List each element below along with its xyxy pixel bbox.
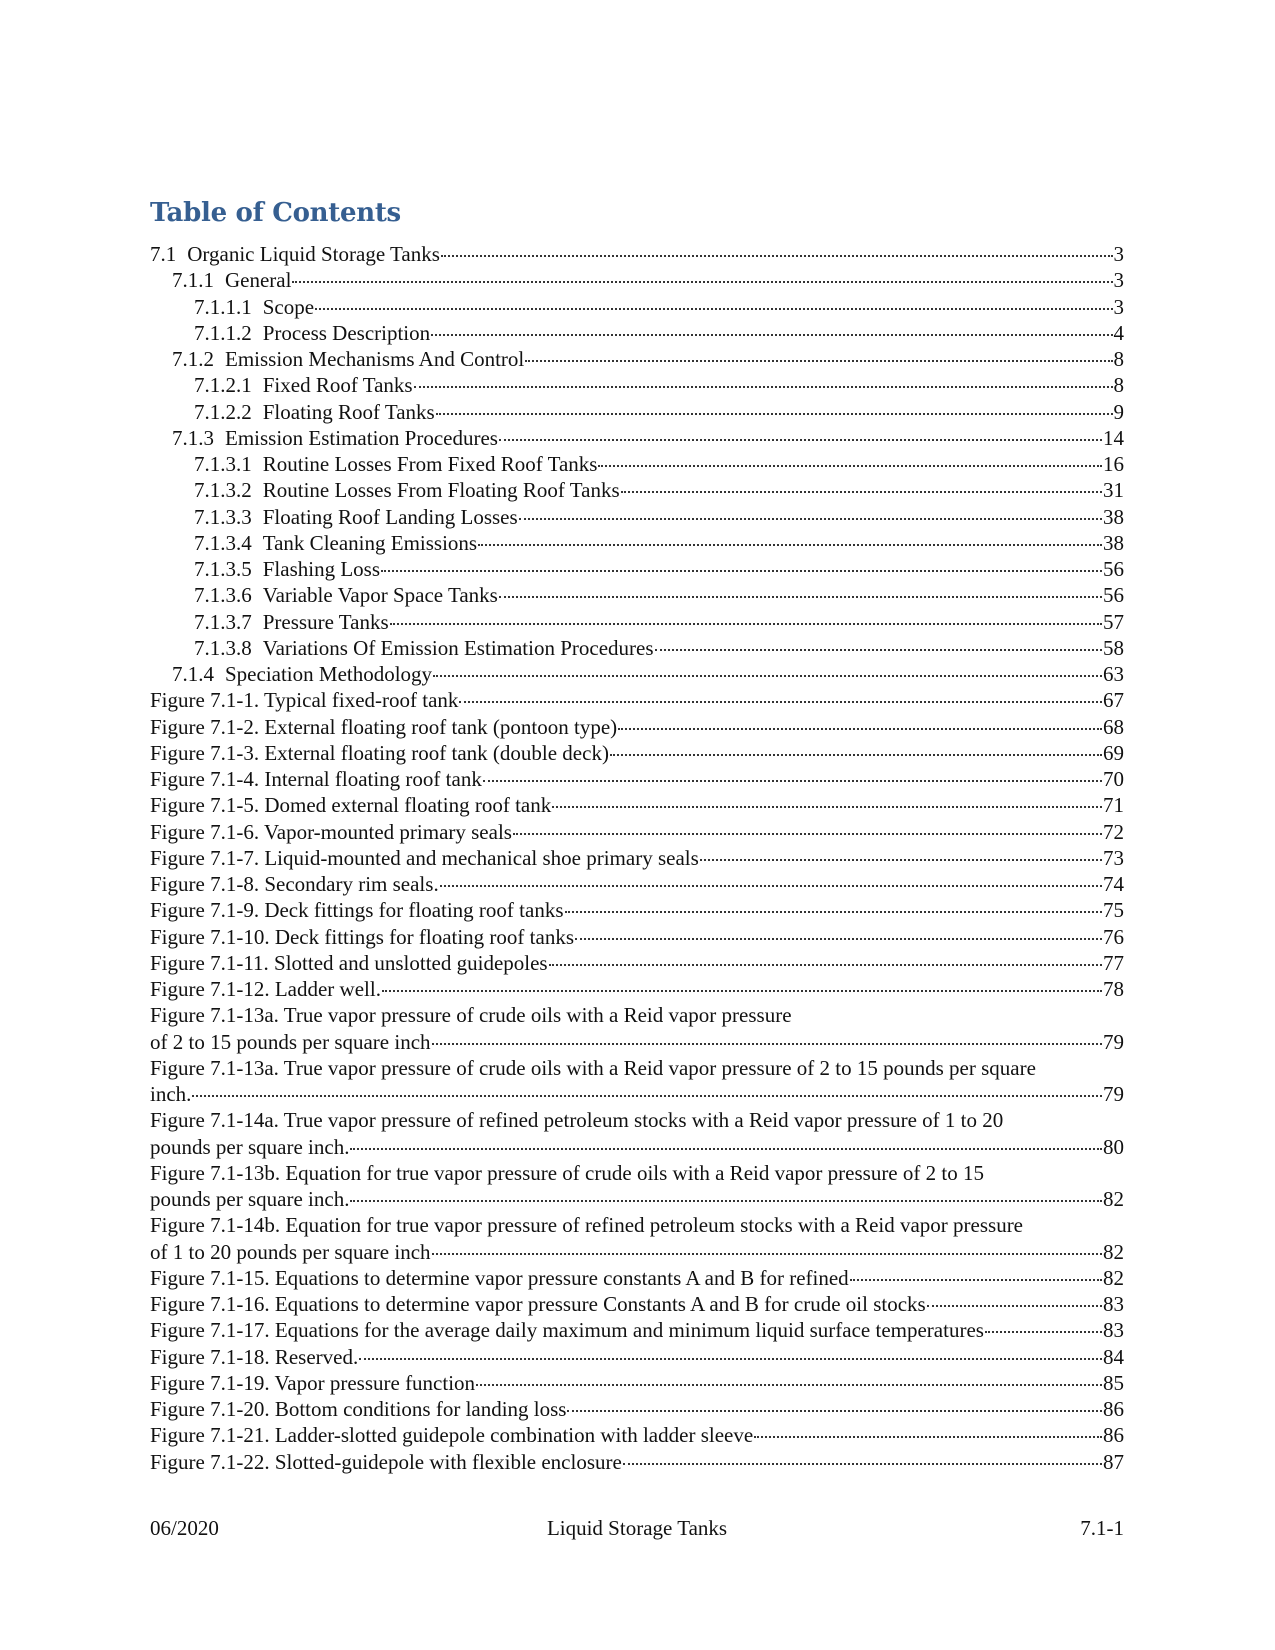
toc-entry[interactable] bbox=[150, 372, 1124, 398]
figure-entry-label: Figure 7.1-19. Vapor pressure function bbox=[150, 1370, 476, 1395]
toc-entry[interactable] bbox=[150, 451, 1124, 477]
figure-entry[interactable] bbox=[150, 1422, 1124, 1448]
figure-entry-label: pounds per square inch. bbox=[150, 1134, 350, 1159]
toc-entry-number: 7.1.3 bbox=[172, 425, 214, 450]
figure-entry[interactable] bbox=[150, 976, 1124, 1002]
figure-entry-line bbox=[150, 1344, 1124, 1370]
toc-entry-label: Pressure Tanks bbox=[262, 609, 389, 634]
figure-entry-label: Figure 7.1-18. Reserved. bbox=[150, 1344, 359, 1369]
figure-entry-label: Figure 7.1-7. Liquid-mounted and mechanical shoe primary seals bbox=[150, 845, 699, 870]
figure-entry-label: Figure 7.1-13b. Equation for true vapor pressure of crude oils with a Reid vapor pressure of 2 to 15 bbox=[150, 1160, 984, 1185]
toc-entry-number: 7.1.3.4 bbox=[194, 530, 252, 555]
toc-entry-number: 7.1.2 bbox=[172, 347, 214, 371]
figure-entry-line bbox=[150, 1081, 1124, 1107]
figure-entry-label: Figure 7.1-13a. True vapor pressure of crude oils with a Reid vapor pressure of 2 to 15 pounds per square bbox=[150, 1055, 1036, 1080]
figure-entry[interactable] bbox=[150, 687, 1124, 713]
figure-entry-label: Figure 7.1-14b. Equation for true vapor pressure of refined petroleum stocks with a Reid vapor pressure bbox=[150, 1213, 1024, 1238]
toc-entry[interactable] bbox=[150, 399, 1124, 425]
figure-entry-line bbox=[150, 766, 1124, 792]
dot-leader bbox=[292, 281, 1112, 283]
toc-entry-number: 7.1.3.6 bbox=[194, 583, 252, 608]
figure-entry-line bbox=[150, 1317, 1124, 1343]
footer-date: 06/2020 bbox=[150, 1516, 219, 1540]
toc-entry[interactable] bbox=[150, 661, 1124, 687]
figure-entry-line bbox=[150, 740, 1124, 766]
dot-leader bbox=[436, 413, 1113, 415]
toc-entry-label: Variations Of Emission Estimation Procedures bbox=[262, 635, 654, 660]
dot-leader bbox=[549, 964, 1102, 966]
figure-entry-label: Figure 7.1-13a. True vapor pressure of crude oils with a Reid vapor pressure bbox=[150, 1003, 792, 1028]
figure-entry-label: Figure 7.1-2. External floating roof tank (pontoon type) bbox=[150, 714, 618, 739]
figure-entry[interactable] bbox=[150, 792, 1124, 818]
dot-leader bbox=[850, 1279, 1102, 1281]
figure-entry[interactable] bbox=[150, 1002, 1124, 1055]
figure-entry-line bbox=[150, 976, 1124, 1002]
toc-entry-page: 3 bbox=[1113, 268, 1124, 293]
figure-entry[interactable] bbox=[150, 1160, 1124, 1213]
figure-entry-line bbox=[150, 792, 1124, 818]
toc-entry-page: 8 bbox=[1113, 373, 1124, 398]
dot-leader bbox=[519, 518, 1102, 520]
toc-entry-page: 14 bbox=[1103, 425, 1124, 450]
toc-entry-number: 7.1 bbox=[150, 242, 177, 266]
toc-entry[interactable] bbox=[150, 556, 1124, 582]
toc-entry-number: 7.1.4 bbox=[172, 662, 214, 686]
figure-entry-page: 85 bbox=[1103, 1370, 1124, 1395]
figure-entry-line bbox=[150, 819, 1124, 845]
figure-entry[interactable] bbox=[150, 714, 1124, 740]
figure-entry-page: 82 bbox=[1103, 1265, 1124, 1290]
figure-entry[interactable] bbox=[150, 1370, 1124, 1396]
dot-leader bbox=[621, 491, 1102, 493]
figure-entry-label: Figure 7.1-17. Equations for the average daily maximum and minimum liquid surface temperatures bbox=[150, 1318, 984, 1343]
toc-entry-number: 7.1.3.2 bbox=[194, 478, 252, 503]
toc-entry[interactable] bbox=[150, 609, 1124, 635]
figure-entry-label: Figure 7.1-14a. True vapor pressure of refined petroleum stocks with a Reid vapor pressure of 1 to 20 bbox=[150, 1108, 1004, 1133]
toc-entry-number: 7.1.3.7 bbox=[194, 609, 252, 634]
figure-entry[interactable] bbox=[150, 819, 1124, 845]
figure-entry-page: 69 bbox=[1103, 740, 1124, 765]
dot-leader bbox=[459, 701, 1102, 703]
figure-entry-page: 74 bbox=[1103, 872, 1124, 896]
dot-leader bbox=[499, 596, 1102, 598]
toc-entry-label: Routine Losses From Fixed Roof Tanks bbox=[262, 452, 598, 476]
figure-entry-page: 82 bbox=[1103, 1187, 1124, 1211]
figure-entry-label: of 2 to 15 pounds per square inch bbox=[150, 1029, 431, 1054]
figure-entry-line bbox=[150, 1422, 1124, 1448]
figure-entry-label: Figure 7.1-11. Slotted and unslotted guidepoles bbox=[150, 950, 548, 975]
figure-entry-label: Figure 7.1-8. Secondary rim seals. bbox=[150, 872, 439, 896]
figure-entry-page: 67 bbox=[1103, 688, 1124, 713]
figure-entry-label: Figure 7.1-5. Domed external floating roof tank bbox=[150, 793, 552, 818]
figure-entry[interactable] bbox=[150, 897, 1124, 923]
dot-leader bbox=[478, 544, 1102, 546]
figure-entry-page: 84 bbox=[1103, 1344, 1124, 1369]
toc-entry[interactable] bbox=[150, 425, 1124, 451]
toc-entry-number: 7.1.2.2 bbox=[194, 399, 252, 424]
dot-leader bbox=[623, 1463, 1102, 1465]
toc-entry-label: Process Description bbox=[262, 320, 431, 345]
dot-leader bbox=[432, 1253, 1102, 1255]
toc-entry-label: Speciation Methodology bbox=[225, 662, 433, 686]
toc-entry[interactable] bbox=[150, 635, 1124, 661]
dot-leader bbox=[431, 334, 1112, 336]
figure-entry-page: 76 bbox=[1103, 924, 1124, 949]
figure-entry-line bbox=[150, 1186, 1124, 1212]
dot-leader bbox=[432, 1043, 1102, 1045]
figure-entry[interactable] bbox=[150, 1449, 1124, 1475]
toc-entry-label: Floating Roof Landing Losses bbox=[262, 504, 518, 529]
figure-entry[interactable] bbox=[150, 924, 1124, 950]
dot-leader bbox=[598, 465, 1102, 467]
dot-leader bbox=[476, 1384, 1102, 1386]
figure-entry[interactable] bbox=[150, 950, 1124, 976]
toc-entry-number: 7.1.1.1 bbox=[194, 294, 252, 319]
dot-leader bbox=[382, 990, 1102, 992]
figure-entry-page: 72 bbox=[1103, 819, 1124, 844]
figure-entry-page: 86 bbox=[1103, 1397, 1124, 1421]
figure-entry-label: Figure 7.1-3. External floating roof tank (double deck) bbox=[150, 740, 609, 765]
figure-entry[interactable] bbox=[150, 845, 1124, 871]
figure-entry-page: 71 bbox=[1103, 793, 1124, 818]
toc-entry-label: Fixed Roof Tanks bbox=[262, 373, 413, 398]
figure-entry-line bbox=[150, 871, 1124, 897]
dot-leader bbox=[390, 623, 1102, 625]
dot-leader bbox=[315, 308, 1112, 310]
toc-entry-page: 4 bbox=[1113, 320, 1124, 345]
toc-entry-number: 7.1.1.2 bbox=[194, 320, 252, 345]
toc-entry-label: Scope bbox=[262, 294, 315, 319]
dot-leader bbox=[575, 938, 1102, 940]
toc-entry-page: 63 bbox=[1103, 662, 1124, 686]
dot-leader bbox=[927, 1305, 1102, 1307]
dot-leader bbox=[192, 1095, 1102, 1097]
figure-entry-line bbox=[150, 714, 1124, 740]
toc-entry[interactable] bbox=[150, 320, 1124, 346]
figure-entry[interactable] bbox=[150, 1055, 1124, 1108]
footer-title: Liquid Storage Tanks bbox=[546, 1516, 728, 1540]
toc-entry-number: 7.1.3.5 bbox=[194, 557, 252, 581]
dot-leader bbox=[381, 570, 1102, 572]
toc-entry-label: General bbox=[225, 268, 292, 293]
figure-entry-label: Figure 7.1-16. Equations to determine vapor pressure Constants A and B for crude oil stocks bbox=[150, 1292, 926, 1316]
figure-entry-page: 73 bbox=[1103, 845, 1124, 870]
table-of-contents bbox=[150, 241, 1124, 1475]
toc-entry-number: 7.1.3.1 bbox=[194, 452, 252, 476]
figure-entry-line bbox=[150, 1370, 1124, 1396]
figure-entry[interactable] bbox=[150, 1265, 1124, 1291]
figure-entry[interactable] bbox=[150, 1291, 1124, 1317]
figure-entry[interactable] bbox=[150, 1107, 1124, 1160]
toc-entry-label: Floating Roof Tanks bbox=[262, 399, 435, 424]
toc-entry-page: 16 bbox=[1103, 452, 1124, 476]
figure-entry-label: Figure 7.1-12. Ladder well. bbox=[150, 977, 381, 1001]
footer-page-number: 7.1-1 bbox=[1080, 1516, 1124, 1540]
toc-entry-number: 7.1.3.3 bbox=[194, 504, 252, 529]
figure-entry[interactable] bbox=[150, 1317, 1124, 1343]
figure-entry-label: of 1 to 20 pounds per square inch bbox=[150, 1239, 431, 1264]
figure-entry-line bbox=[150, 1291, 1124, 1317]
toc-entry[interactable] bbox=[150, 346, 1124, 372]
toc-entry-label: Tank Cleaning Emissions bbox=[262, 530, 478, 555]
figure-entry-page: 68 bbox=[1103, 714, 1124, 739]
dot-leader bbox=[359, 1358, 1102, 1360]
dot-leader bbox=[525, 360, 1112, 362]
dot-leader bbox=[414, 386, 1113, 388]
dot-leader bbox=[350, 1148, 1102, 1150]
toc-entry[interactable] bbox=[150, 267, 1124, 293]
toc-entry-number: 7.1.2.1 bbox=[194, 373, 252, 398]
dot-leader bbox=[499, 439, 1102, 441]
toc-entry-page: 8 bbox=[1113, 347, 1124, 371]
figure-entry[interactable] bbox=[150, 1344, 1124, 1370]
figure-entry-label: inch. bbox=[150, 1082, 192, 1106]
figure-entry-label: Figure 7.1-15. Equations to determine vapor pressure constants A and B for refined bbox=[150, 1265, 849, 1290]
toc-entry-label: Organic Liquid Storage Tanks bbox=[187, 242, 440, 266]
figure-entry[interactable] bbox=[150, 871, 1124, 897]
figure-entry-page: 75 bbox=[1103, 898, 1124, 923]
dot-leader bbox=[655, 649, 1102, 651]
dot-leader bbox=[440, 885, 1102, 887]
figure-entry-line bbox=[150, 1396, 1124, 1422]
figure-entry-page: 78 bbox=[1103, 977, 1124, 1001]
toc-entry[interactable] bbox=[150, 294, 1124, 320]
dot-leader bbox=[985, 1331, 1102, 1333]
toc-entry-page: 31 bbox=[1103, 478, 1124, 503]
figure-entry-line bbox=[150, 687, 1124, 713]
toc-entry-label: Emission Mechanisms And Control bbox=[225, 347, 525, 371]
dot-leader bbox=[567, 1410, 1102, 1412]
figure-entry-line bbox=[150, 924, 1124, 950]
dot-leader bbox=[565, 911, 1103, 913]
figure-entry-page: 82 bbox=[1103, 1239, 1124, 1264]
dot-leader bbox=[433, 675, 1102, 677]
figure-entry-page: 80 bbox=[1103, 1134, 1124, 1159]
figure-entry-page: 79 bbox=[1103, 1029, 1124, 1054]
toc-entry-page: 38 bbox=[1103, 530, 1124, 555]
figure-entry-line bbox=[150, 1265, 1124, 1291]
toc-entry[interactable] bbox=[150, 582, 1124, 608]
figure-entry[interactable] bbox=[150, 740, 1124, 766]
figure-entry[interactable] bbox=[150, 1396, 1124, 1422]
figure-entry-line bbox=[150, 950, 1124, 976]
dot-leader bbox=[610, 754, 1102, 756]
toc-entry-label: Routine Losses From Floating Roof Tanks bbox=[262, 478, 620, 503]
figure-entry-page: 87 bbox=[1103, 1449, 1124, 1474]
toc-entry-page: 58 bbox=[1103, 635, 1124, 660]
dot-leader bbox=[618, 728, 1102, 730]
figure-entry-label: Figure 7.1-6. Vapor-mounted primary seals bbox=[150, 819, 512, 844]
figure-entry-label: Figure 7.1-22. Slotted-guidepole with flexible enclosure bbox=[150, 1449, 622, 1474]
toc-entry[interactable] bbox=[150, 504, 1124, 530]
figure-entry-page: 70 bbox=[1103, 767, 1124, 791]
figure-entry-line bbox=[150, 1449, 1124, 1475]
figure-entry-label: Figure 7.1-4. Internal floating roof tank bbox=[150, 767, 482, 791]
figure-entry-line bbox=[150, 1029, 1124, 1055]
toc-entry-number: 7.1.1 bbox=[172, 268, 214, 293]
toc-entry-page: 38 bbox=[1103, 504, 1124, 529]
figure-entry[interactable] bbox=[150, 1212, 1124, 1265]
toc-heading: Table of Contents bbox=[150, 198, 401, 228]
figure-entry-label: Figure 7.1-9. Deck fittings for floating roof tanks bbox=[150, 898, 564, 923]
figure-entry-line bbox=[150, 845, 1124, 871]
toc-entry[interactable] bbox=[150, 477, 1124, 503]
figure-entry-page: 77 bbox=[1103, 950, 1124, 975]
figure-entry-line bbox=[150, 1134, 1124, 1160]
figure-entry-line bbox=[150, 897, 1124, 923]
toc-entry[interactable] bbox=[150, 530, 1124, 556]
figure-entry-label: Figure 7.1-10. Deck fittings for floating roof tanks bbox=[150, 924, 574, 949]
figure-entry-page: 83 bbox=[1103, 1292, 1124, 1316]
dot-leader bbox=[513, 833, 1102, 835]
toc-entry-label: Variable Vapor Space Tanks bbox=[262, 583, 498, 608]
figure-entry-label: Figure 7.1-1. Typical fixed-roof tank bbox=[150, 688, 459, 713]
figure-entry-label: pounds per square inch. bbox=[150, 1187, 350, 1211]
dot-leader bbox=[552, 806, 1102, 808]
toc-entry[interactable] bbox=[150, 241, 1124, 267]
toc-entry-page: 9 bbox=[1113, 399, 1124, 424]
toc-entry-page: 56 bbox=[1103, 583, 1124, 608]
dot-leader bbox=[700, 859, 1102, 861]
figure-entry-line bbox=[150, 1239, 1124, 1265]
figure-entry-page: 79 bbox=[1103, 1082, 1124, 1106]
dot-leader bbox=[754, 1436, 1102, 1438]
toc-entry-page: 3 bbox=[1113, 294, 1124, 319]
toc-entry-label: Emission Estimation Procedures bbox=[225, 425, 498, 450]
figure-entry[interactable] bbox=[150, 766, 1124, 792]
figure-entry-label: Figure 7.1-21. Ladder-slotted guidepole combination with ladder sleeve bbox=[150, 1423, 754, 1448]
toc-entry-page: 3 bbox=[1113, 242, 1124, 266]
toc-entry-number: 7.1.3.8 bbox=[194, 635, 252, 660]
figure-entry-page: 86 bbox=[1103, 1423, 1124, 1448]
toc-entry-label: Flashing Loss bbox=[262, 557, 381, 581]
dot-leader bbox=[483, 780, 1102, 782]
toc-entry-page: 57 bbox=[1103, 609, 1124, 634]
toc-entry-page: 56 bbox=[1103, 557, 1124, 581]
figure-entry-page: 83 bbox=[1103, 1318, 1124, 1343]
dot-leader bbox=[441, 255, 1113, 257]
figure-entry-label: Figure 7.1-20. Bottom conditions for landing loss bbox=[150, 1397, 567, 1421]
dot-leader bbox=[350, 1200, 1102, 1202]
